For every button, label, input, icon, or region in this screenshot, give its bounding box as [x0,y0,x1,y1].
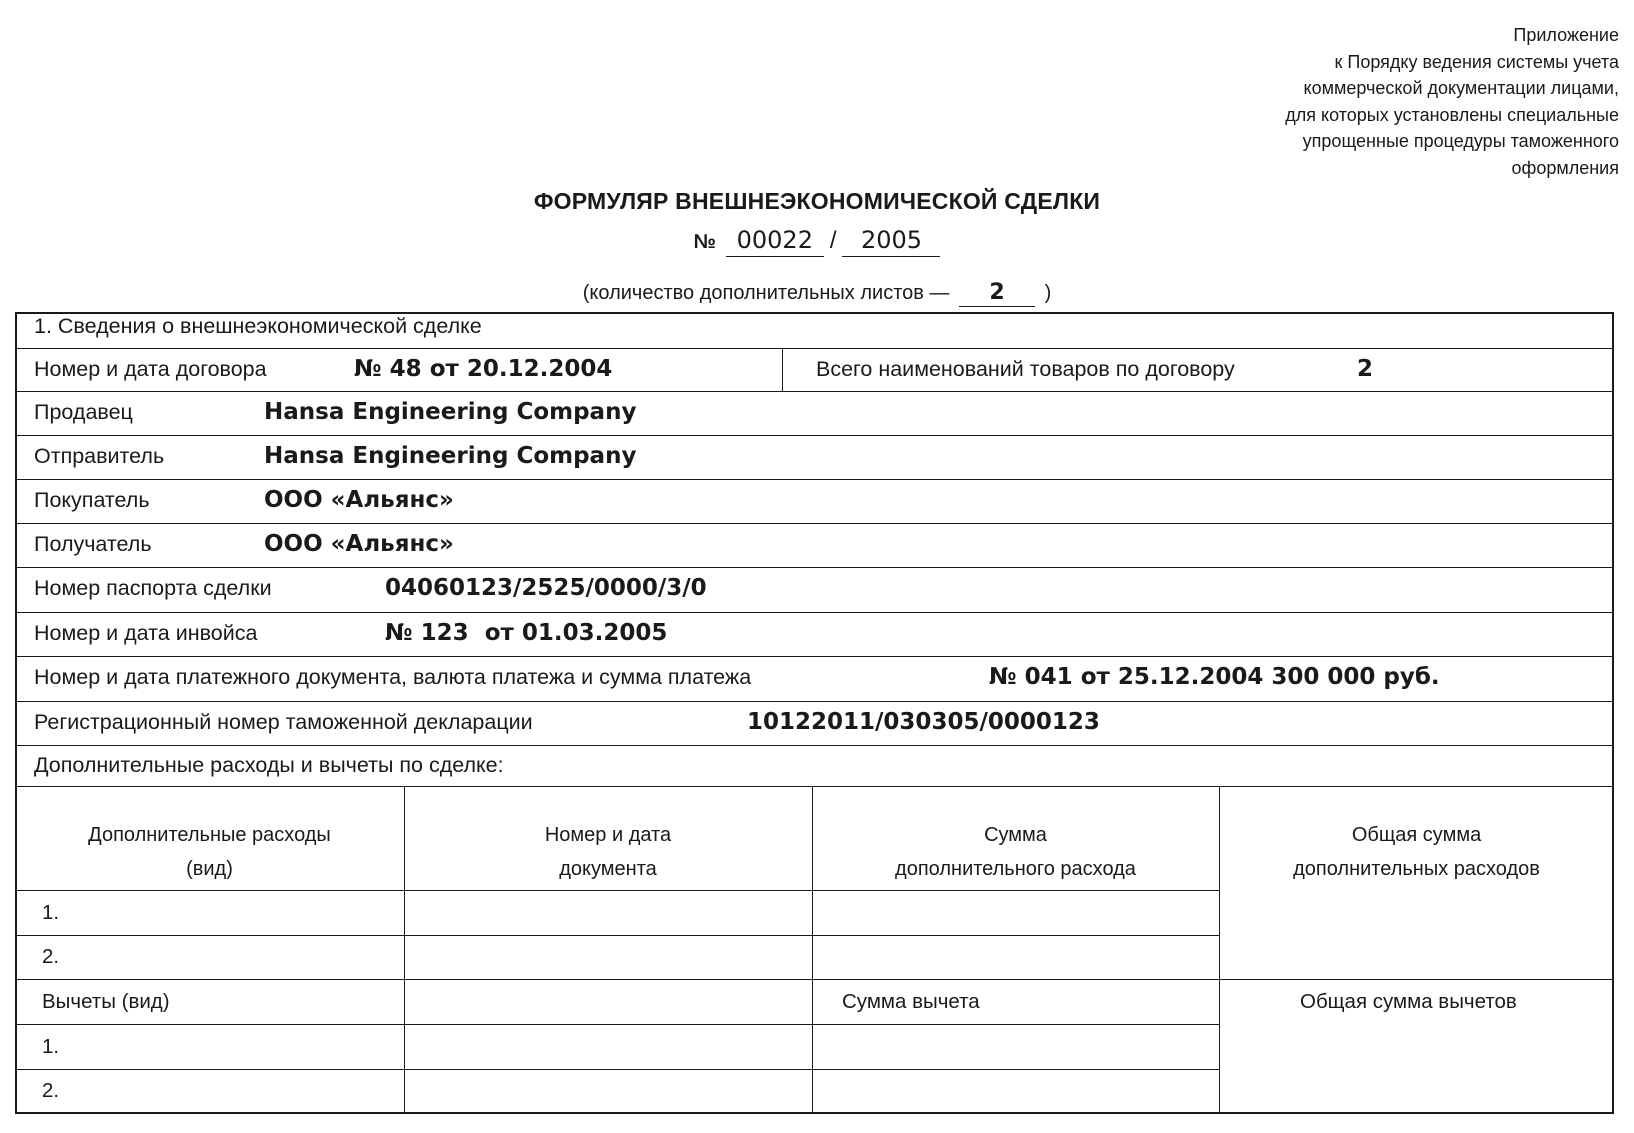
seller-value: Hansa Engineering Company [264,399,637,425]
sheets-count: 2 [959,280,1035,307]
buyer-row [15,480,1614,524]
expenses-section-bottom [15,979,1614,980]
number-sign: № [693,231,716,253]
extra-heading: Дополнительные расходы и вычеты по сделке: [34,753,504,777]
expenses-col1-header [15,818,404,886]
sender-value: Hansa Engineering Company [264,443,637,469]
sender-row [15,436,1614,480]
expenses-col2-header [404,818,812,886]
appendix-line: Приложение [1513,25,1619,45]
declaration-label: Регистрационный номер таможенной декларации [34,710,533,734]
deductions-row-2-number: 2. [42,1079,60,1102]
form-number [0,226,1634,257]
appendix-line: для которых установлены специальные [1285,104,1619,125]
passport-label: Номер паспорта сделки [34,576,272,600]
payment-label: Номер и дата платежного документа, валюта платежа и сумма платежа [34,665,752,689]
section-heading: 1. Сведения о внешнеэкономической сделке [34,314,482,338]
invoice-value: № 123 от 01.03.2005 [385,620,668,646]
header-line: Общая сумма [1351,824,1482,846]
recipient-label: Получатель [34,532,152,556]
deductions-label: Вычеты (вид) [42,990,170,1013]
sheets-line [0,280,1634,307]
contract-divider [782,349,783,392]
appendix-line: к Порядку ведения системы учета [1334,51,1619,72]
header-line: Сумма [984,824,1047,846]
expenses-row-1-number: 1. [42,901,60,924]
deductions-row-1-number: 1. [42,1035,60,1058]
total-goods-value: 2 [1357,356,1374,382]
header-line: Дополнительные расходы [88,824,331,846]
appendix-line: оформления [1511,157,1619,178]
recipient-value: ООО «Альянс» [264,531,454,557]
expenses-row1-bottom [15,935,1219,936]
header-line: дополнительных расходов [1293,858,1540,880]
expenses-col4-header [1219,818,1614,886]
recipient-row [15,524,1614,568]
passport-value: 04060123/2525/0000/3/0 [385,575,707,601]
total-goods-label: Всего наименований товаров по договору [816,357,1235,381]
sheets-suffix: ) [1044,282,1052,304]
header-line: документа [559,858,657,880]
invoice-label: Номер и дата инвойса [34,621,258,645]
deductions-amount-label: Сумма вычета [842,990,980,1013]
deductions-total-label: Общая сумма вычетов [1300,990,1517,1013]
buyer-label: Покупатель [34,488,150,512]
appendix-line: коммерческой документации лицами, [1303,78,1619,98]
appendix-line: упрощенные процедуры таможенного [1302,131,1619,151]
header-line: дополнительного расхода [895,858,1136,880]
buyer-value: ООО «Альянс» [264,487,454,513]
payment-value: № 041 от 25.12.2004 300 000 руб. [989,664,1440,690]
number-separator: / [829,227,837,254]
sheets-prefix: (количество дополнительных листов — [582,282,950,304]
header-line: Номер и дата [544,824,672,846]
form-number-value: 00022 [726,226,824,257]
seller-label: Продавец [34,400,133,424]
expenses-row-2-number: 2. [42,945,60,968]
expenses-col3-header [812,818,1219,886]
expenses-header-bottom [15,890,1219,891]
deductions-header-bottom [15,1024,1219,1025]
form-title: ФОРМУЛЯР ВНЕШНЕЭКОНОМИЧЕСКОЙ СДЕЛКИ [533,188,1101,214]
contract-label: Номер и дата договора [34,357,267,381]
header-line: (вид) [186,858,233,880]
contract-value: № 48 от 20.12.2004 [354,356,613,382]
declaration-value: 10122011/030305/0000123 [747,709,1100,735]
appendix-note [1199,22,1619,181]
form-year-value: 2005 [842,226,940,257]
sender-label: Отправитель [34,444,165,468]
seller-row [15,392,1614,436]
deductions-row1-bottom [15,1069,1219,1070]
